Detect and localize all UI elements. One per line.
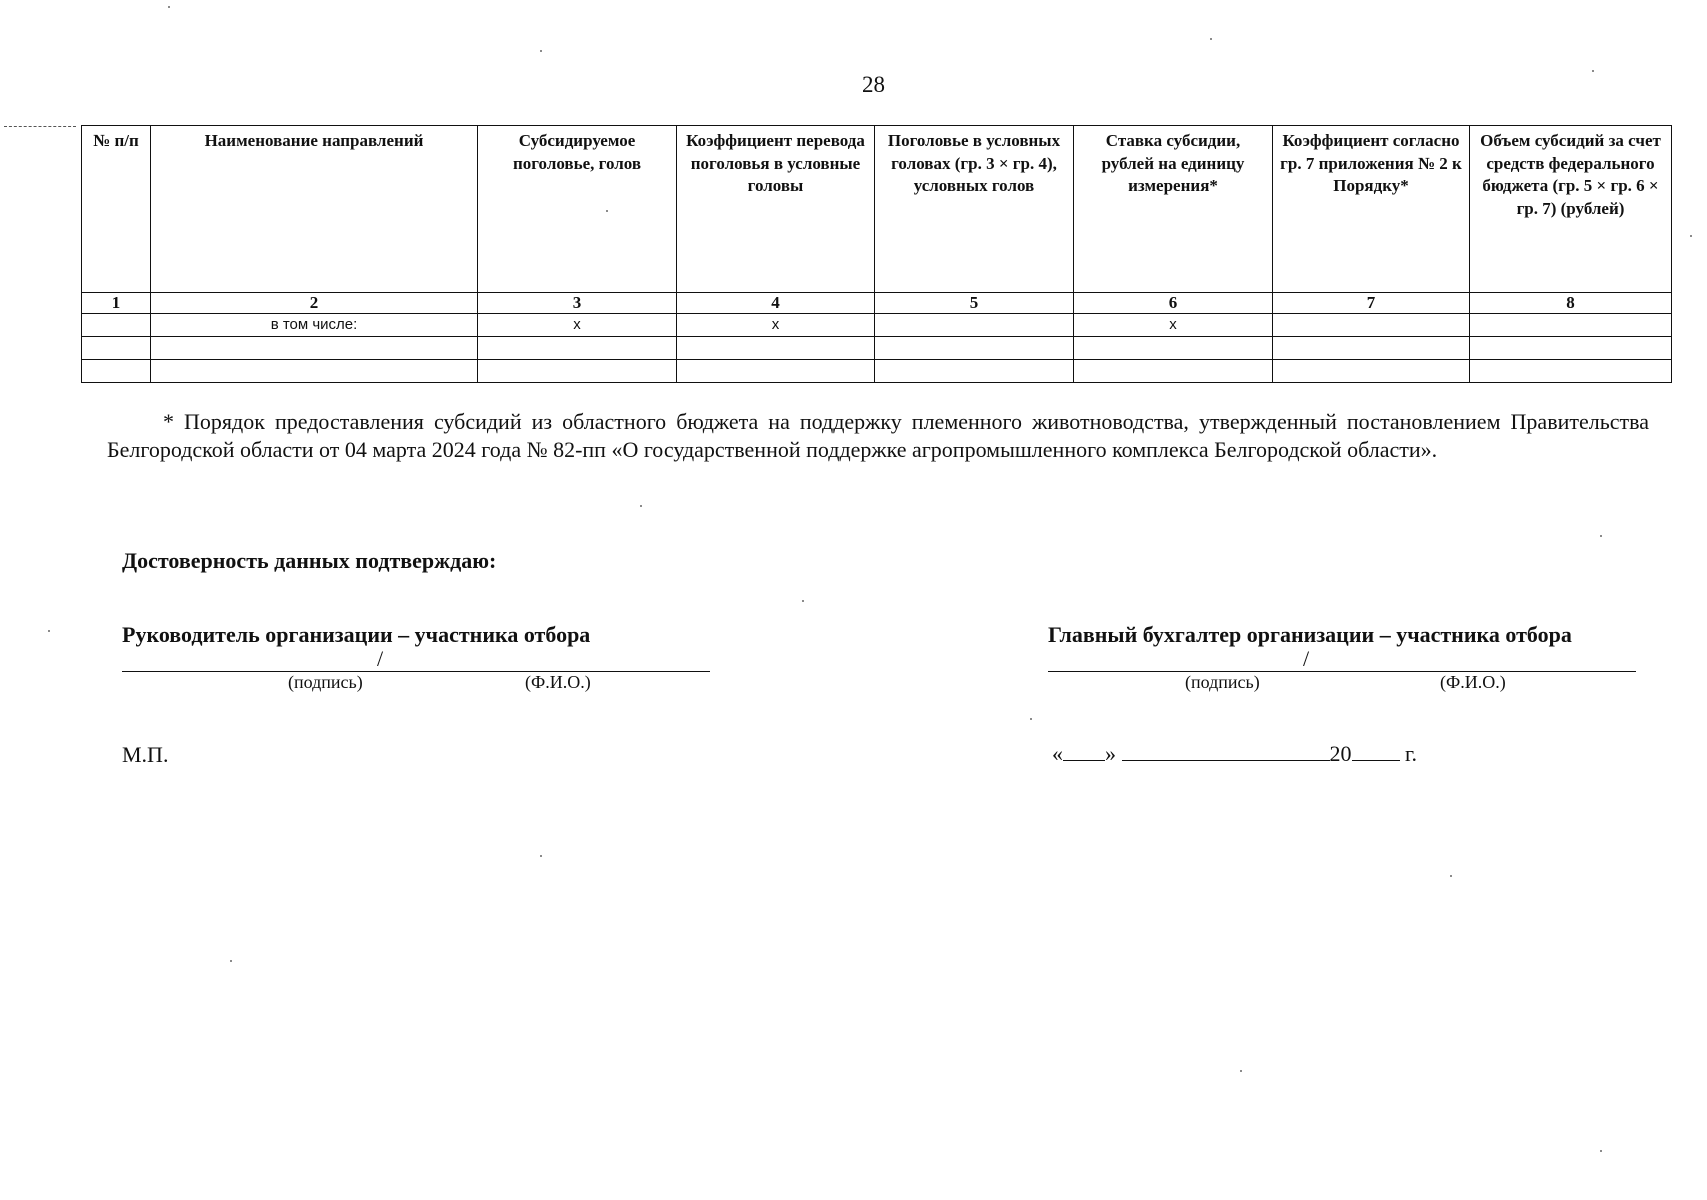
year-suffix: г. xyxy=(1405,741,1418,766)
scan-speck xyxy=(1210,38,1212,40)
header-cell-number: № п/п xyxy=(82,126,151,293)
signature-separator: / xyxy=(377,646,384,671)
column-number-cell: 1 xyxy=(82,293,151,314)
accountant-signature-caption: (подпись) xyxy=(1185,672,1260,692)
scan-speck xyxy=(230,960,232,962)
table-row xyxy=(82,337,1672,360)
table-cell xyxy=(1470,360,1672,383)
accountant-signature-title: Главный бухгалтер организации – участника отбора xyxy=(1048,622,1572,647)
scan-speck xyxy=(540,855,542,857)
margin-mark xyxy=(4,126,76,127)
scan-speck xyxy=(1690,235,1692,237)
table-cell xyxy=(875,337,1074,360)
scan-speck xyxy=(606,210,608,212)
table-cell xyxy=(677,360,875,383)
scan-speck xyxy=(1592,70,1594,72)
column-number-cell: 8 xyxy=(1470,293,1672,314)
table-cell xyxy=(1273,337,1470,360)
column-number-cell: 3 xyxy=(478,293,677,314)
table-cell xyxy=(875,314,1074,337)
table-cell xyxy=(82,337,151,360)
table-cell xyxy=(151,337,478,360)
table-row xyxy=(82,360,1672,383)
table-cell: x xyxy=(1074,314,1273,337)
accountant-signature-line xyxy=(1048,671,1636,672)
table-cell xyxy=(1273,314,1470,337)
column-number-cell: 7 xyxy=(1273,293,1470,314)
header-cell-conditional-heads: Поголовье в условных головах (гр. 3 × гр. 4), условных голов xyxy=(875,126,1074,293)
table-cell xyxy=(1470,314,1672,337)
table-cell xyxy=(677,337,875,360)
header-cell-subsidy-rate: Ставка субсидии, рублей на единицу измерения* xyxy=(1074,126,1273,293)
table-cell: в том числе: xyxy=(151,314,478,337)
table-cell xyxy=(151,360,478,383)
month-blank xyxy=(1122,742,1330,761)
column-number-cell: 2 xyxy=(151,293,478,314)
scan-speck xyxy=(48,630,50,632)
table-cell xyxy=(82,360,151,383)
table-cell xyxy=(478,360,677,383)
table-cell xyxy=(1470,337,1672,360)
table-row xyxy=(82,314,1672,337)
page-number: 28 xyxy=(862,72,885,97)
header-cell-conversion-coefficient: Коэффициент перевода поголовья в условные головы xyxy=(677,126,875,293)
stamp-label: М.П. xyxy=(122,742,169,767)
scan-speck xyxy=(802,600,804,602)
table-cell xyxy=(82,314,151,337)
scan-speck xyxy=(540,50,542,52)
column-number-row xyxy=(82,293,1672,314)
accountant-name-caption: (Ф.И.О.) xyxy=(1440,672,1506,692)
confirmation-heading: Достоверность данных подтверждаю: xyxy=(122,548,497,573)
header-cell-coefficient-appendix: Коэффициент согласно гр. 7 приложения № 2 к Порядку* xyxy=(1273,126,1470,293)
table-cell xyxy=(1074,337,1273,360)
header-cell-direction-name: Наименование направлений xyxy=(151,126,478,293)
year-prefix: 20 xyxy=(1329,741,1352,766)
date-close-quote: » xyxy=(1105,741,1116,766)
scan-speck xyxy=(1450,875,1452,877)
column-number-cell: 5 xyxy=(875,293,1074,314)
column-number-cell: 6 xyxy=(1074,293,1273,314)
table-cell: x xyxy=(677,314,875,337)
signature-separator: / xyxy=(1303,646,1310,671)
table-cell xyxy=(875,360,1074,383)
subsidy-table xyxy=(81,125,1672,383)
scan-speck xyxy=(1030,718,1032,720)
scan-speck xyxy=(1600,535,1602,537)
head-signature-line xyxy=(122,671,710,672)
header-cell-subsidized-livestock: Субсидируемое поголовье, голов xyxy=(478,126,677,293)
column-number-cell: 4 xyxy=(677,293,875,314)
table-cell: x xyxy=(478,314,677,337)
table-cell xyxy=(1273,360,1470,383)
header-cell-subsidy-volume: Объем субсидий за счет средств федерального бюджета (гр. 5 × гр. 6 × гр. 7) (рублей) xyxy=(1470,126,1672,293)
head-signature-caption: (подпись) xyxy=(288,672,363,692)
head-signature-title: Руководитель организации – участника отбора xyxy=(122,622,591,647)
year-blank xyxy=(1352,742,1400,761)
day-blank xyxy=(1063,742,1105,761)
scan-speck xyxy=(1240,1070,1242,1072)
scan-speck xyxy=(1600,1150,1602,1152)
scan-speck xyxy=(168,6,170,8)
table-header-row xyxy=(82,126,1672,293)
date-open-quote: « xyxy=(1052,741,1063,766)
footnote: * Порядок предоставления субсидий из областного бюджета на поддержку племенного животноводства, утвержденный постановлением Правительства Белгородской области от 04 марта 2024 года № 82-пп «О государственной поддержке агропромышленного комплекса Белгородской области». xyxy=(107,409,1649,462)
scan-speck xyxy=(640,505,642,507)
head-name-caption: (Ф.И.О.) xyxy=(525,672,591,692)
date-line xyxy=(1052,741,1417,767)
table-cell xyxy=(1074,360,1273,383)
table-cell xyxy=(478,337,677,360)
